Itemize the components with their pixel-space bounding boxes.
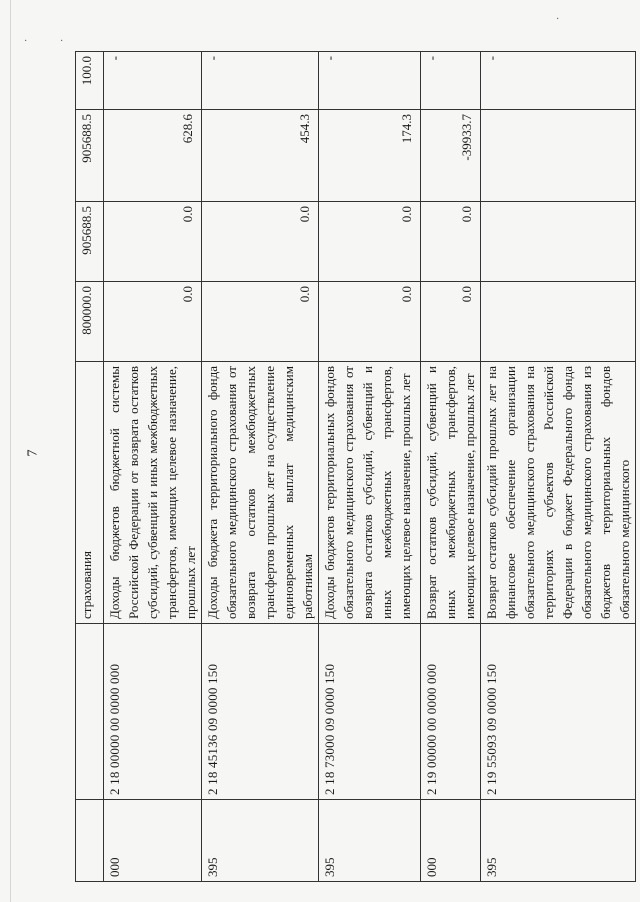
code-cell: 2 18 00000 00 0000 000 bbox=[104, 624, 202, 800]
admin-cell: 395 bbox=[481, 800, 636, 882]
percent-cell: 100.0 bbox=[76, 52, 104, 110]
revised-cell: 0.0 bbox=[319, 202, 421, 282]
plan-cell: 0.0 bbox=[319, 282, 421, 362]
scan-speck: · bbox=[556, 14, 560, 25]
admin-cell: 395 bbox=[202, 800, 319, 882]
scan-speck: · bbox=[24, 36, 28, 47]
plan-cell bbox=[481, 282, 636, 362]
plan-cell: 0.0 bbox=[421, 282, 481, 362]
table-row bbox=[76, 52, 104, 882]
admin-cell: 395 bbox=[319, 800, 421, 882]
table-row bbox=[104, 52, 202, 882]
percent-cell: - bbox=[481, 52, 636, 110]
percent-cell: - bbox=[104, 52, 202, 110]
code-cell: 2 19 55093 09 0000 150 bbox=[481, 624, 636, 800]
code-cell: 2 18 45136 09 0000 150 bbox=[202, 624, 319, 800]
actual-cell: -39933.7 bbox=[421, 110, 481, 202]
actual-cell: 628.6 bbox=[104, 110, 202, 202]
code-cell: 2 19 00000 00 0000 000 bbox=[421, 624, 481, 800]
percent-cell: - bbox=[421, 52, 481, 110]
rotated-page bbox=[75, 52, 632, 882]
name-cell: Возврат остатков субсидий прошлых лет на финансовое обеспечение организации обязательного медицинского страхования на территориях субъектов Российской Федерации в бюджет Федерального фонда обязательного медицинского страхования из бюджетов территориальных фондов обязательного медицинского bbox=[481, 362, 636, 624]
revised-cell: 0.0 bbox=[421, 202, 481, 282]
admin-cell: 000 bbox=[421, 800, 481, 882]
plan-cell: 0.0 bbox=[202, 282, 319, 362]
plan-cell: 800000.0 bbox=[76, 282, 104, 362]
revised-cell: 0.0 bbox=[104, 202, 202, 282]
plan-cell: 0.0 bbox=[104, 282, 202, 362]
percent-cell: - bbox=[319, 52, 421, 110]
page-number: 7 bbox=[25, 449, 41, 457]
admin-cell bbox=[76, 800, 104, 882]
admin-cell: 000 bbox=[104, 800, 202, 882]
scan-edge bbox=[10, 0, 11, 902]
code-cell bbox=[76, 624, 104, 800]
revised-cell: 0.0 bbox=[202, 202, 319, 282]
name-cell: Доходы бюджетов территориальных фондов обязательного медицинского страхования от возврата остатков субсидий, субвенций и иных межбюджетных трансфертов, имеющих целевое назначение, прошлых лет bbox=[319, 362, 421, 624]
budget-table bbox=[75, 51, 636, 882]
scan-speck: · bbox=[60, 36, 64, 47]
percent-cell: - bbox=[202, 52, 319, 110]
actual-cell: 905688.5 bbox=[76, 110, 104, 202]
revised-cell bbox=[481, 202, 636, 282]
table-row bbox=[421, 52, 481, 882]
actual-cell: 174.3 bbox=[319, 110, 421, 202]
revised-cell: 905688.5 bbox=[76, 202, 104, 282]
table-row bbox=[481, 52, 636, 882]
table-row bbox=[319, 52, 421, 882]
name-cell: Доходы бюджетов бюджетной системы Российской Федерации от возврата остатков субсидий, субвенций и иных межбюджетных трансфертов, имеющих целевое назначение, прошлых лет bbox=[104, 362, 202, 624]
actual-cell bbox=[481, 110, 636, 202]
table-row bbox=[202, 52, 319, 882]
code-cell: 2 18 73000 09 0000 150 bbox=[319, 624, 421, 800]
name-cell: Доходы бюджета территориального фонда обязательного медицинского страхования от возврата остатков межбюджетных трансфертов прошлых лет на осуществление единовременных выплат медицинским работникам bbox=[202, 362, 319, 624]
name-cell: Возврат остатков субсидий, субвенций и иных межбюджетных трансфертов, имеющих целевое назначение, прошлых лет bbox=[421, 362, 481, 624]
actual-cell: 454.3 bbox=[202, 110, 319, 202]
name-cell: страхования bbox=[76, 362, 104, 624]
